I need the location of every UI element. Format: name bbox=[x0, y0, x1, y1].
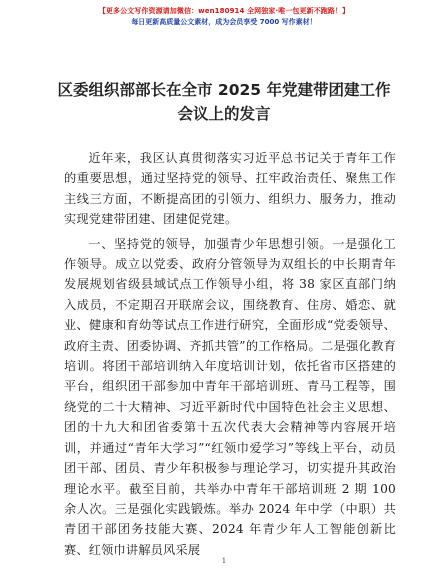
paragraph-intro: 近年来，我区认真贯彻落实习近平总书记关于青年工作的重要思想，通过坚持党的领导、扛牢政治责任、聚焦工作主线三方面，不断提高团的引领力、组织力、服务力，推动实现党建带团建、团建促党建。 bbox=[64, 151, 396, 227]
document-title bbox=[40, 78, 408, 126]
banner-line-membership: 每日更新高质量公文素材，成为会员享受 7000 写作素材！ bbox=[131, 18, 317, 26]
title-line-1: 区委组织部部长在全市 2025 年党建带团建工作 bbox=[57, 81, 391, 99]
page-number: 1 bbox=[221, 557, 227, 565]
header-banner bbox=[0, 6, 448, 28]
document-body bbox=[64, 148, 396, 560]
paragraph-section-1: 一、坚持党的领导，加强青少年思想引领。一是强化工作领导。成立以党委、政府分管领导为双组长的中长期青年发展规划省级县域试点工作领导小组，将 38 家区直部门纳入成员，不定期召开联席会议，围绕教育、住房、婚恋、就业、健康和育幼等试点工作进行研究，全面形成“党委领导、政府主责、团委协调、齐抓共管”的工作格局。二是强化教育培训。将团干部培训纳入年度培训计划，依托省市区搭建的平台，组织团干部参加中青年干部培训班、青马工程等，围绕党的二十大精神、习近平新时代中国特色社会主义思想、团的十九大和团省委第十五次代表大会精神等内容展开培训，并通过“青年大学习”“红领巾爱学习”等线上平台，动员团干部、团员、青少年积极参与理论学习，切实提升其政治理论水平。截至目前，共举办中青年干部培训班 2 期 100 余人次。三是强化实践锻炼。举办 2024 年中学（中职）共青团干部团务技能大赛、2024 年青少年人工智能创新比赛、红领巾讲解员风采展 bbox=[64, 236, 396, 557]
title-line-2: 会议上的发言 bbox=[177, 105, 271, 123]
banner-line-promo: 【更多公文写作资源请加微信：wen180914 全网独家·唯一包更新不跑路！】 bbox=[98, 7, 350, 15]
